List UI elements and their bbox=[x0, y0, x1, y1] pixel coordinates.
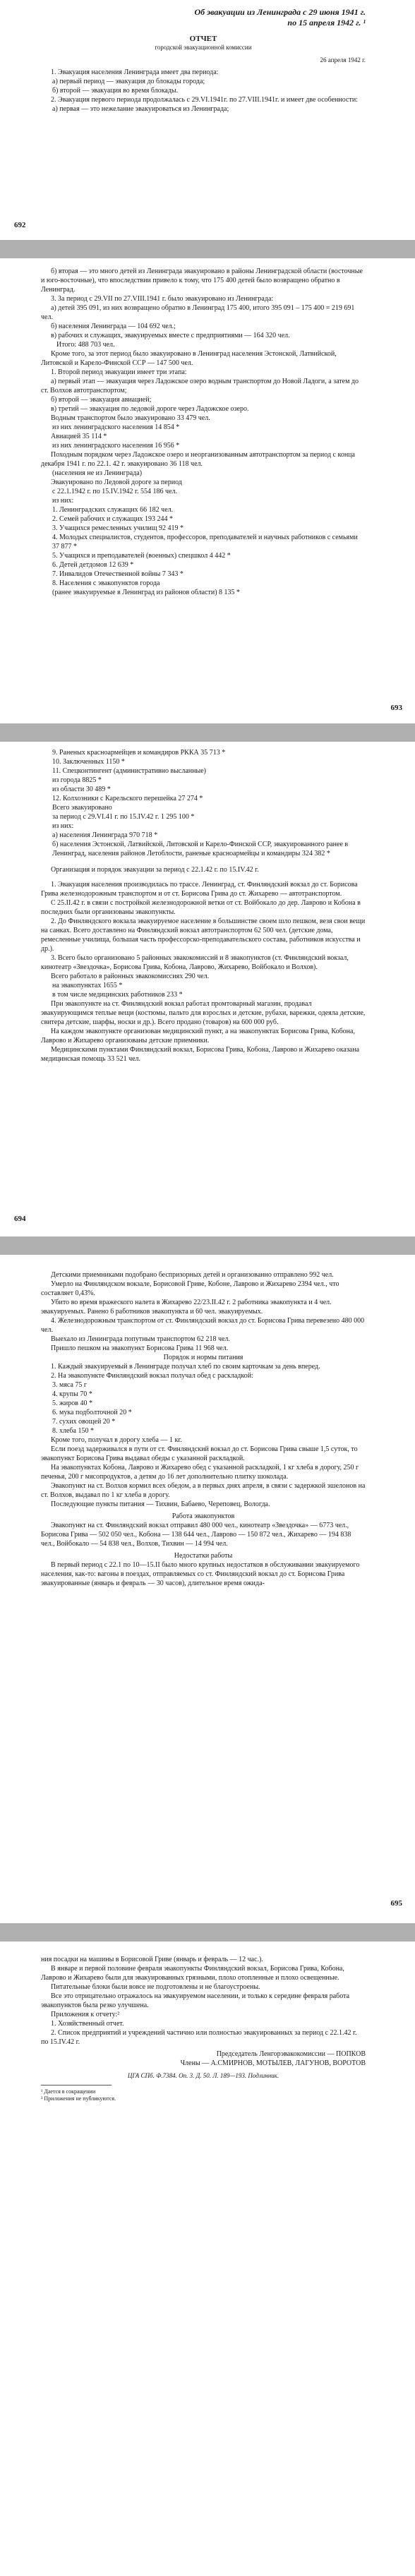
signature-members: Члены — А.СМИРНОВ, МОТЫЛЕВ, ЛАГУНОВ, ВОРОТОВ bbox=[180, 2059, 366, 2067]
archive-reference: ЦГА СПб. Ф.7384. Оп. 3. Д. 50. Л. 189—193. Подлинник. bbox=[127, 2072, 279, 2079]
report-subheading: городской эвакуационной комиссии bbox=[155, 44, 252, 52]
text-line: 8. Населения с эвакопунктов города bbox=[52, 579, 160, 587]
section-heading: Работа эвакопунктов bbox=[172, 1512, 235, 1520]
report-heading: ОТЧЕТ bbox=[189, 35, 217, 43]
text-line: На каждом эвакопункте организован медицинский пункт, а на эвакопунктах Борисова Грива, Кобона, Лаврово и Жихарево организованы детские приемники. bbox=[41, 1028, 355, 1045]
text-line: Эвакопункт на ст. Волхов кормил всех обедом, а в первых днях апреля, в связи с задержкой эшелонов на ст. Волхов, выдавал по 1 кг хлеба в дорогу. bbox=[41, 1482, 366, 1499]
text-line: Все это отрицательно отражалось на эвакуируемом населении, и только к середине февраля работа эвакопунктов была резко улучшена. bbox=[41, 1992, 350, 2009]
document-title-line-1: Об эвакуации из Ленинграда с 29 июня 1941 г. bbox=[194, 7, 366, 17]
text-line: 7. сухих овощей 20 * bbox=[52, 1418, 116, 1426]
text-line: Кроме того, за этот период было эвакуировано в Ленинград населения Эстонской, Латвийской, Литовской и Карело-Финской ССР — 147 500 чел. bbox=[41, 350, 337, 367]
page-separator bbox=[0, 723, 415, 742]
text-line: 12. Колхозники с Карельского перешейка 27 274 * bbox=[52, 795, 203, 802]
text-line: а) первый период — эвакуация до блокады города; bbox=[52, 77, 205, 85]
text-line: Всего работало в районных эвакокомиссиях 290 чел. bbox=[51, 973, 210, 980]
text-line: 3. Всего было организовано 5 районных эвакокомиссий и 8 эвакопунктов (ст. Финляндский вокзал, кинотеатр «Звездочка», Борисова Грива, Кобона, Лаврово, Жихарево, Войбокало и Волхов). bbox=[41, 954, 349, 971]
document-page-3 bbox=[0, 748, 415, 1207]
page-separator bbox=[0, 1236, 415, 1255]
text-line: на эвакопунктах 1655 * bbox=[52, 982, 123, 989]
signature-chairman: Председатель Ленгорэвакокомиссии — ПОПКОВ bbox=[216, 2050, 366, 2058]
text-line: Кроме того, получал в дорогу хлеба — 1 кг. bbox=[51, 1436, 182, 1444]
page-number: 692 bbox=[14, 221, 26, 229]
text-line: 1. Эвакуация населения Ленинграда имеет два периода: bbox=[51, 68, 219, 76]
text-line: 7. Инвалидов Отечественной войны 7 343 * bbox=[52, 570, 184, 578]
text-line: Пришло пешком на эвакопункт Борисова Грива 11 968 чел. bbox=[51, 1344, 229, 1352]
text-line: 2. Список предприятий и учреждений частично или полностью эвакуированных за период с 22.1.42 г. по 15.IV.42 г. bbox=[41, 2029, 357, 2046]
text-line: а) первый этап — эвакуация через Ладожское озеро водным транспортом до Новой Ладоги, а затем до ст. Волхов автотранспортом; bbox=[41, 378, 359, 395]
text-line: Походным порядком через Ладожское озеро и неорганизованным автотранспортом за период с конца декабря 1941 г. по 22.1. 42 г. эвакуировано 36 118 чел. bbox=[41, 451, 355, 468]
text-line: из города 8825 * bbox=[52, 776, 102, 784]
text-line: б) второй — эвакуация во время блокады. bbox=[52, 86, 179, 95]
text-line: б) второй — эвакуация авиацией; bbox=[51, 396, 152, 404]
text-line: а) детей 395 091, из них возвращено обратно в Ленинград 175 400, итого 395 091 – 175 400 = 219 691 чел. bbox=[41, 304, 355, 321]
text-line: Организация и порядок эвакуации за период с 22.1.42 г. по 15.IV.42 г. bbox=[51, 866, 259, 874]
text-line: из них: bbox=[52, 497, 74, 505]
text-line: 2. До Финляндского вокзала эвакуируемое население в большинстве своем шло пешком, везя свои вещи на санках. Всего доставлено на Финляндский вокзал автотранспортом 62 500 чел. (детские дома, ремесленные училища, большая часть профессорско-преподавательского состава, работников искусства и др.). bbox=[41, 917, 366, 953]
text-line: а) населения Ленинграда 970 718 * bbox=[52, 831, 158, 839]
text-line: 8. хлеба 150 * bbox=[52, 1427, 94, 1435]
page-separator bbox=[0, 1923, 415, 1942]
document-page-5 bbox=[0, 1955, 415, 2562]
text-line: из них ленинградского населения 16 956 * bbox=[52, 442, 180, 450]
text-line: 2. Семей рабочих и служащих 193 244 * bbox=[52, 515, 174, 523]
footnote-divider bbox=[41, 2085, 112, 2086]
text-line: Эвакуировано по Ледовой дороге за период bbox=[51, 479, 182, 486]
text-line: В январе и первой половине февраля эвакопункты Финляндский вокзал, Борисова Грива, Кобона, Лаврово и Жихарево были для эвакуированных грязными, плохо отопленные и плохо освещенные. bbox=[41, 1965, 344, 1982]
text-line: (населения не из Ленинграда) bbox=[52, 469, 143, 477]
text-line: с 22.1.1942 г. по 15.IV.1942 г. 554 186 чел. bbox=[52, 488, 177, 495]
text-line: Всего эвакуировано bbox=[52, 804, 112, 812]
text-line: Итого: 488 703 чел. bbox=[56, 341, 115, 349]
text-line: Питательные блоки были вовсе не подготовлены и не благоустроены. bbox=[51, 1983, 260, 1991]
document-page-4 bbox=[0, 1270, 415, 1870]
text-line: Приложения к отчету:² bbox=[51, 2011, 120, 2018]
text-line: 4. Железнодорожным транспортом от ст. Финляндский вокзал до ст. Борисова Грива перевезено 480 000 чел. bbox=[41, 1317, 365, 1334]
text-line: из них: bbox=[52, 822, 74, 830]
text-line: Убито во время вражеского налета в Жихарево 22/23.II.42 г. 2 работника эвакопункта и 4 чел. эвакуируемых. Ранено 6 работников эвакопункта и 60 чел. эвакуируемых. bbox=[41, 1299, 332, 1316]
text-line: из области 30 489 * bbox=[52, 786, 111, 793]
document-title-line-2: по 15 апреля 1942 г. ¹ bbox=[287, 18, 366, 28]
text-line: 3. За период с 29.VII по 27.VIII.1941 г. было эвакуировано из Ленинграда: bbox=[51, 295, 274, 303]
document-page-2 bbox=[0, 267, 415, 690]
text-line: из них ленинградского населения 14 854 * bbox=[52, 423, 180, 431]
text-line: Медицинскими пунктами Финляндский вокзал, Борисова Грива, Кобона, Лаврово и Жихарево оказана медицинская помощь 33 521 чел. bbox=[41, 1046, 360, 1063]
text-line: Детскими приемниками подобрано беспризорных детей и организованно отправлено 992 чел. bbox=[51, 1271, 334, 1279]
text-line: 5. жиров 40 * bbox=[52, 1400, 92, 1407]
text-line: в том числе медицинских работников 233 * bbox=[52, 991, 183, 999]
text-line: ния посадки на машины в Борисовой Гриве (январь и февраль — 12 час.). bbox=[41, 1956, 263, 1963]
text-line: 10. Заключенных 1150 * bbox=[52, 758, 125, 766]
text-line: 1. Хозяйственный отчет. bbox=[51, 2020, 124, 2028]
footnote: ¹ Дается в сокращении bbox=[41, 2088, 96, 2095]
text-line: Последующие пункты питания — Тихвин, Бабаево, Череповец, Вологда. bbox=[51, 1500, 270, 1508]
text-line: 9. Раненых красноармейцев и командиров РККА 35 713 * bbox=[52, 749, 226, 757]
text-line: В первый период с 22.1 по 10—15.II было много крупных недостатков в обслуживании эвакуируемого населения, как-то: вагоны в поездах, отправляемых со ст. Финляндский вокзал до ст. Борисова Грива эвакуированные (январь и февраль — 30 часов), длительное время ожида- bbox=[41, 1561, 360, 1587]
text-line: Выехало из Ленинграда попутным транспортом 62 218 чел. bbox=[51, 1335, 230, 1343]
section-heading: Недостатки работы bbox=[174, 1552, 233, 1560]
text-line: С 25.II.42 г. в связи с постройкой железнодорожной ветки от ст. Войбокало до дер. Лаврово и Кобона в последних были организованы эвакопункты. bbox=[41, 899, 361, 916]
text-line: Если поезд задерживался в пути от ст. Финляндский вокзал до ст. Борисова Грива свыше 1,5 суток, то эвакопункт Борисова Грива выдавал обеды с указанной раскладкой. bbox=[41, 1445, 358, 1462]
text-line: 2. Эвакуация первого периода продолжалась с 29.VI.1941г. по 27.VIII.1941г. и имеет две особенности: bbox=[51, 95, 358, 104]
text-line: за период с 29.VI.41 г. по 15.IV.42 г. 1 295 100 * bbox=[52, 813, 195, 821]
document-page-1 bbox=[0, 7, 415, 240]
text-line: Водным транспортом было эвакуировано 33 479 чел. bbox=[51, 414, 210, 422]
text-line: 3. Учащихся ремесленных училищ 92 419 * bbox=[52, 524, 184, 532]
text-line: Умерло на Финляндском вокзале, Борисовой Гриве, Кобоне, Лаврово и Жихарево 2394 чел., что составляет 0,43%. bbox=[41, 1280, 339, 1297]
page-separator bbox=[0, 240, 415, 258]
text-line: (ранее эвакуируемые в Ленинград из районов области) 8 135 * bbox=[52, 589, 241, 596]
text-line: 4. Молодых специалистов, студентов, профессоров, преподавателей и научных работников с семьями 37 877 * bbox=[52, 534, 358, 550]
text-line: 6. Детей детдомов 12 639 * bbox=[52, 561, 134, 569]
footnote: ² Приложения не публикуются. bbox=[41, 2095, 116, 2102]
text-line: 1. Эвакуация населения производилась по трассе. Ленинград, ст. Финляндский вокзал до ст. Борисова Грива железнодорожным транспортом и от ст. Борисова Грива до ст. Жихарево — автотранспортом. bbox=[41, 881, 358, 898]
text-line: 5. Учащихся и преподавателей (военных) спецшкол 4 442 * bbox=[52, 552, 231, 560]
text-line: 1. Каждый эвакуируемый в Ленинграде получал хлеб по своим карточкам за день вперед. bbox=[51, 1363, 320, 1371]
page-number: 694 bbox=[14, 1215, 26, 1223]
page-number: 693 bbox=[390, 704, 402, 712]
text-line: 1. Второй период эвакуации имеет три этапа: bbox=[51, 368, 187, 376]
text-line: 4. крупы 70 * bbox=[52, 1390, 92, 1398]
text-line: б) населения Ленинграда — 104 692 чел.; bbox=[51, 323, 176, 330]
text-line: в) третий — эвакуация по ледовой дороге через Ладожское озеро. bbox=[51, 405, 249, 413]
text-line: 6. мука подболточной 20 * bbox=[52, 1409, 132, 1416]
text-line: Авиацией 35 114 * bbox=[51, 433, 107, 440]
report-date: 26 апреля 1942 г. bbox=[320, 56, 366, 64]
text-line: Эвакопункт на ст. Финляндский вокзал отправил 480 000 чел., кинотеатр «Звездочка» — 6773 чел., Борисова Грива — 502 050 чел., Кобона — 138 644 чел., Лаврово — 150 872 чел., Жихарево — 194 838 чел., Войбокало — 54 838 чел., Волхов, Тихвин — 14 994 чел. bbox=[41, 1522, 351, 1548]
section-heading: Порядок и нормы питания bbox=[163, 1354, 243, 1361]
text-line: На эвакопунктах Кобона, Лаврово и Жихарево обед с указанной раскладкой, 1 кг хлеба в дорогу, 250 г печенья, 200 г мясопродуктов, а детям до 16 лет дополнительно плитку шоколада. bbox=[41, 1464, 359, 1481]
text-line: 3. мяса 75 г bbox=[52, 1381, 88, 1389]
text-line: При эвакопункте на ст. Финляндский вокзал работал промтоварный магазин, продавал эвакуирующимся теплые вещи (костюмы, пальто для взрослых и детские, рубахи, варежки, одеяла детские, свитера детские, шарфы, носки и др.). Всего продано (товаров) на 600 000 руб. bbox=[41, 1000, 366, 1026]
text-line: а) первая — это нежелание эвакуироваться из Ленинграда; bbox=[52, 104, 229, 113]
text-line: б) вторая — это много детей из Ленинграда эвакуировано в районы Ленинградской области (восточные и юго-восточные), что впоследствии привело к тому, что 175 400 детей было возвращено обратно в Ленинград. bbox=[41, 267, 363, 294]
text-line: 2. На эвакопункте Финляндский вокзал получал обед с раскладкой: bbox=[51, 1372, 253, 1380]
text-line: б) населения Эстонской, Латвийской, Литовской и Карело-Финской ССР, эвакуированного ранее в Ленинград, населения районов Летоблости, раненые красноармейцы и командиры 324 382 * bbox=[52, 841, 349, 857]
page-number: 695 bbox=[390, 1899, 402, 1908]
text-line: 11. Спецконтингент (административно высланные) bbox=[52, 767, 206, 775]
text-line: в) рабочих и служащих, эвакуируемых вместе с предприятиями — 164 320 чел. bbox=[51, 332, 290, 339]
text-line: 1. Ленинградских служащих 66 182 чел. bbox=[52, 506, 174, 514]
